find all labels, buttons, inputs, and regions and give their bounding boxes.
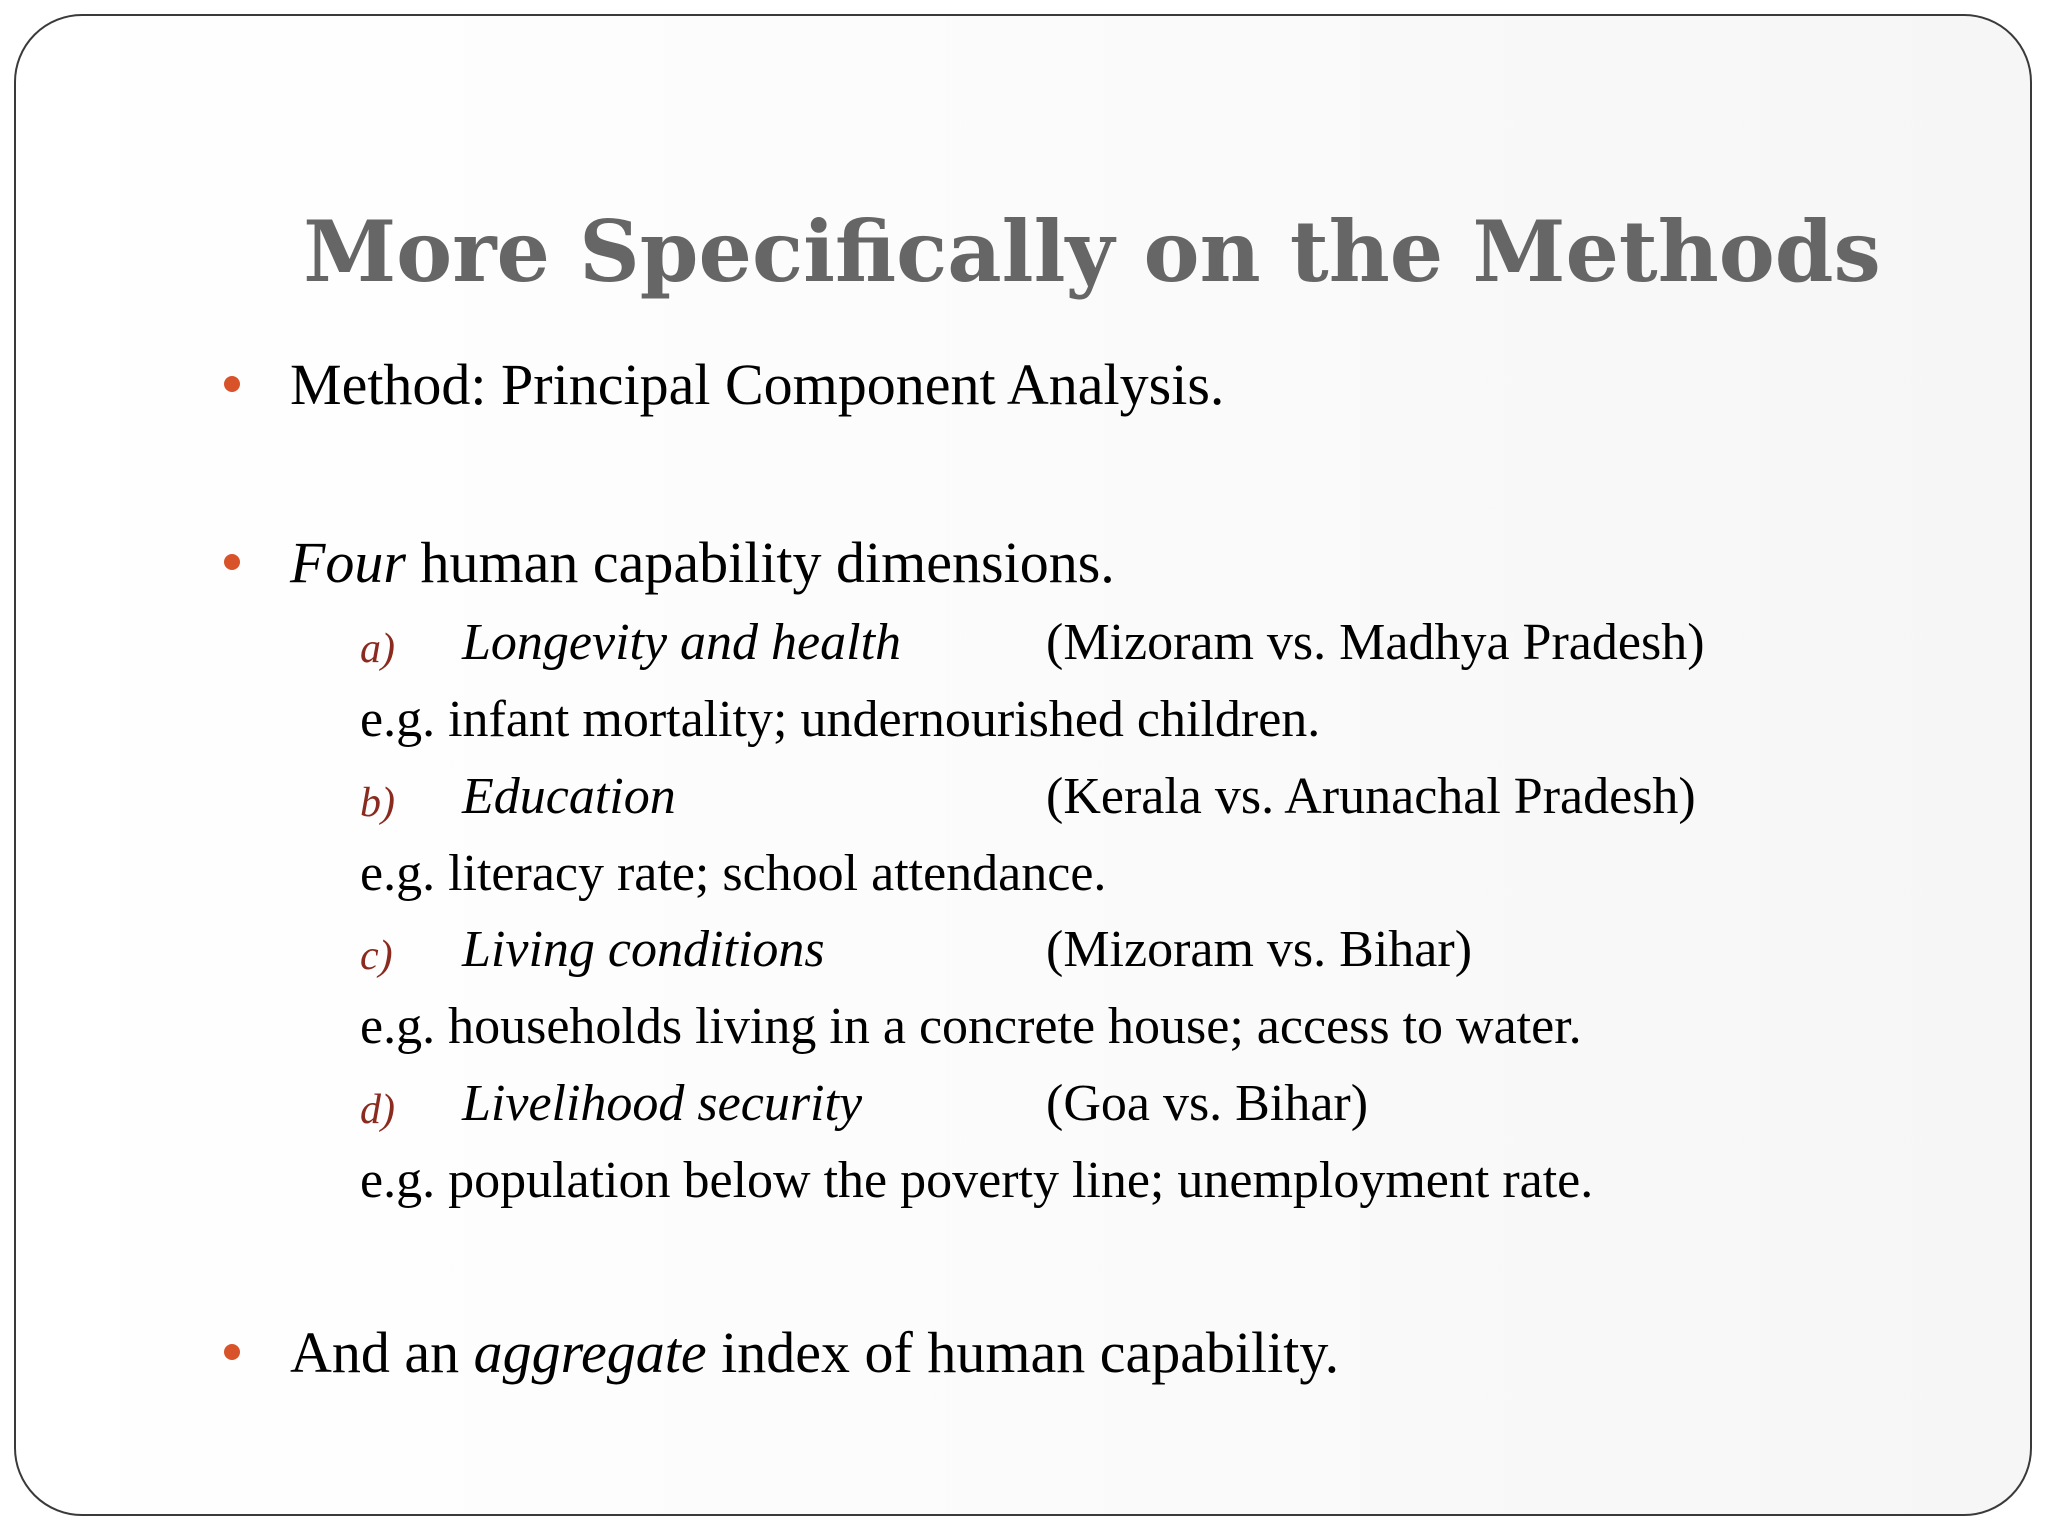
dimension-letter: b) [360,780,395,826]
dimension-example: e.g. literacy rate; school attendance. [360,845,1107,902]
bullet-text: Four human capability dimensions. [290,530,1115,595]
bullet-dot-icon [224,376,240,392]
emphasis-four: Four [290,530,406,595]
dimension-example: e.g. households living in a concrete house; access to water. [360,998,1582,1055]
bullet-dot-icon [224,554,240,570]
dimension-letter: d) [360,1087,395,1133]
bullet-text: Method: Principal Component Analysis. [290,352,1225,417]
dimension-comparison: (Mizoram vs. Madhya Pradesh) [1046,614,1705,671]
slide-frame [14,14,2032,1516]
emphasis-aggregate: aggregate [473,1320,707,1385]
dimension-example: e.g. infant mortality; undernourished children. [360,691,1321,748]
dimension-comparison: (Kerala vs. Arunachal Pradesh) [1046,768,1696,825]
dimension-example: e.g. population below the poverty line; unemployment rate. [360,1152,1594,1209]
dimension-name: Longevity and health [462,614,902,671]
dimension-name: Livelihood security [462,1075,863,1132]
dimension-letter: a) [360,626,395,672]
slide-title: More Specifically on the Methods [303,202,1881,301]
dimension-name: Living conditions [462,921,825,978]
dimension-comparison: (Mizoram vs. Bihar) [1046,921,1473,978]
bullet-text: And an aggregate index of human capability. [290,1320,1340,1385]
dimension-name: Education [462,768,676,825]
dimension-comparison: (Goa vs. Bihar) [1046,1075,1369,1132]
dimension-letter: c) [360,933,393,979]
bullet-dot-icon [224,1344,240,1360]
